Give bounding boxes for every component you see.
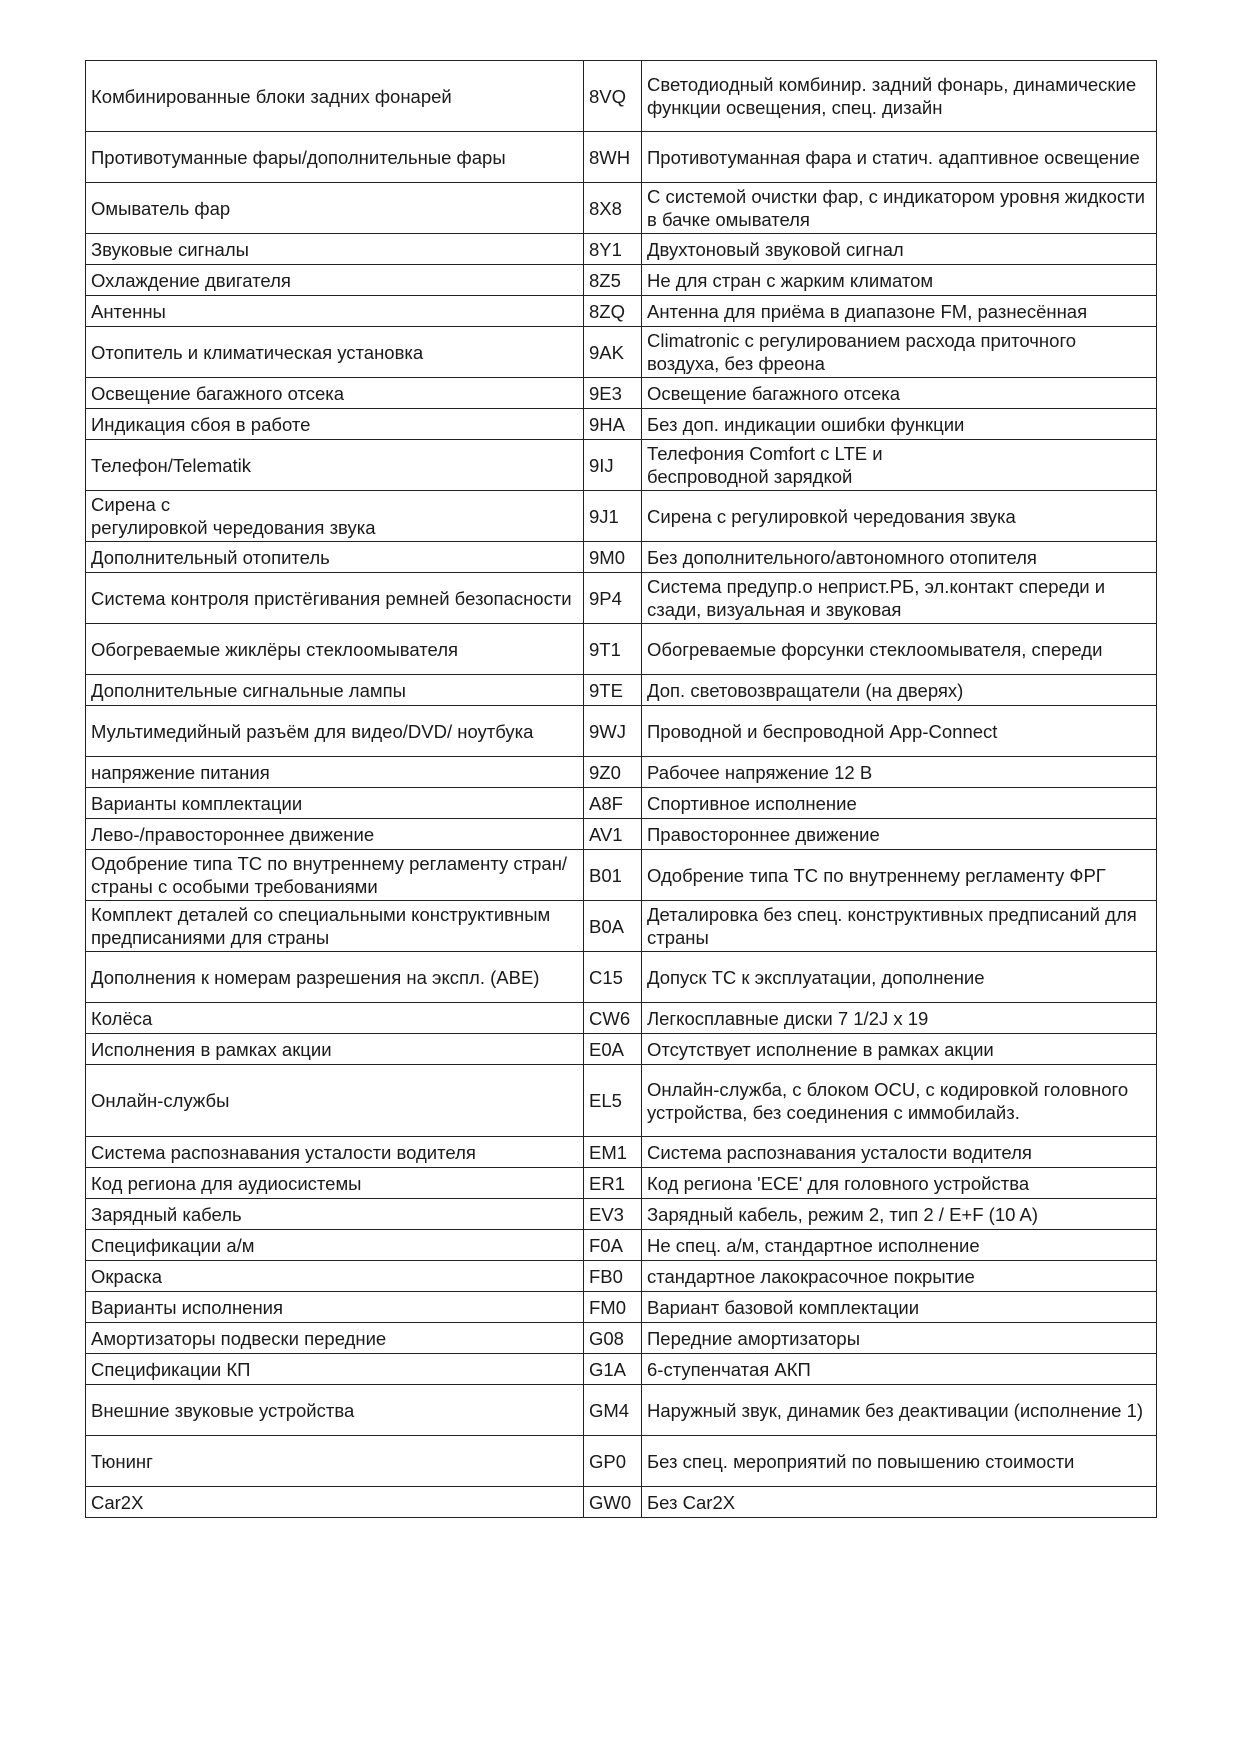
code-cell: FM0 — [584, 1292, 642, 1323]
table-row — [86, 1199, 1157, 1230]
category-cell: Спецификации а/м — [86, 1230, 584, 1261]
code-cell: EL5 — [584, 1065, 642, 1137]
description-cell: Отсутствует исполнение в рамках акции — [642, 1034, 1157, 1065]
category-cell: Противотуманные фары/дополнительные фары — [86, 132, 584, 183]
category-cell: Комплект деталей со специальными конструктивным предписаниями для страны — [86, 901, 584, 952]
code-cell: CW6 — [584, 1003, 642, 1034]
description-cell: Сирена с регулировкой чередования звука — [642, 491, 1157, 542]
description-cell: Допуск ТС к эксплуатации, дополнение — [642, 952, 1157, 1003]
table-row — [86, 183, 1157, 234]
description-cell: Рабочее напряжение 12 В — [642, 757, 1157, 788]
category-cell: Омыватель фар — [86, 183, 584, 234]
code-cell: GM4 — [584, 1385, 642, 1436]
code-cell: E0A — [584, 1034, 642, 1065]
table-row — [86, 265, 1157, 296]
code-cell: 8X8 — [584, 183, 642, 234]
description-cell: 6-ступенчатая АКП — [642, 1354, 1157, 1385]
code-cell: A8F — [584, 788, 642, 819]
category-cell: Внешние звуковые устройства — [86, 1385, 584, 1436]
category-cell: Тюнинг — [86, 1436, 584, 1487]
code-cell: AV1 — [584, 819, 642, 850]
code-cell: 9J1 — [584, 491, 642, 542]
category-cell: Система контроля пристёгивания ремней безопасности — [86, 573, 584, 624]
category-cell: Спецификации КП — [86, 1354, 584, 1385]
category-cell: Охлаждение двигателя — [86, 265, 584, 296]
code-cell: 9AK — [584, 327, 642, 378]
category-cell: Окраска — [86, 1261, 584, 1292]
table-row — [86, 1261, 1157, 1292]
code-cell: F0A — [584, 1230, 642, 1261]
description-cell: Спортивное исполнение — [642, 788, 1157, 819]
description-cell: Двухтоновый звуковой сигнал — [642, 234, 1157, 265]
code-cell: 9TE — [584, 675, 642, 706]
category-cell: Колёса — [86, 1003, 584, 1034]
description-cell: Передние амортизаторы — [642, 1323, 1157, 1354]
table-row — [86, 1003, 1157, 1034]
table-row — [86, 1168, 1157, 1199]
table-row — [86, 675, 1157, 706]
code-cell: 8ZQ — [584, 296, 642, 327]
category-cell: напряжение питания — [86, 757, 584, 788]
table-row — [86, 1065, 1157, 1137]
description-cell: Деталировка без спец. конструктивных предписаний для страны — [642, 901, 1157, 952]
description-cell: Телефония Comfort с LTE и беспроводной зарядкой — [642, 440, 1157, 491]
table-row — [86, 61, 1157, 132]
description-cell: Освещение багажного отсека — [642, 378, 1157, 409]
category-cell: Амортизаторы подвески передние — [86, 1323, 584, 1354]
table-row — [86, 234, 1157, 265]
code-cell: 8VQ — [584, 61, 642, 132]
table-row — [86, 440, 1157, 491]
code-cell: 8WH — [584, 132, 642, 183]
description-cell: Правостороннее движение — [642, 819, 1157, 850]
category-cell: Дополнения к номерам разрешения на экспл. (ABE) — [86, 952, 584, 1003]
description-cell: Обогреваемые форсунки стеклоомывателя, спереди — [642, 624, 1157, 675]
options-table — [85, 60, 1157, 1518]
table-row — [86, 1292, 1157, 1323]
category-cell: Антенны — [86, 296, 584, 327]
table-row — [86, 1385, 1157, 1436]
table-row — [86, 901, 1157, 952]
code-cell: B0A — [584, 901, 642, 952]
description-cell: Climatronic с регулированием расхода приточного воздуха, без фреона — [642, 327, 1157, 378]
code-cell: GP0 — [584, 1436, 642, 1487]
code-cell: ER1 — [584, 1168, 642, 1199]
code-cell: B01 — [584, 850, 642, 901]
code-cell: GW0 — [584, 1487, 642, 1518]
table-row — [86, 132, 1157, 183]
category-cell: Система распознавания усталости водителя — [86, 1137, 584, 1168]
table-row — [86, 1323, 1157, 1354]
table-row — [86, 706, 1157, 757]
category-cell: Обогреваемые жиклёры стеклоомывателя — [86, 624, 584, 675]
description-cell: Зарядный кабель, режим 2, тип 2 / E+F (10 A) — [642, 1199, 1157, 1230]
code-cell: EV3 — [584, 1199, 642, 1230]
code-cell: 8Z5 — [584, 265, 642, 296]
category-cell: Онлайн-службы — [86, 1065, 584, 1137]
description-cell: Легкосплавные диски 7 1/2J x 19 — [642, 1003, 1157, 1034]
category-cell: Car2X — [86, 1487, 584, 1518]
category-cell: Телефон/Telematik — [86, 440, 584, 491]
description-cell: С системой очистки фар, с индикатором уровня жидкости в бачке омывателя — [642, 183, 1157, 234]
code-cell: 9M0 — [584, 542, 642, 573]
description-cell: Вариант базовой комплектации — [642, 1292, 1157, 1323]
table-row — [86, 1034, 1157, 1065]
description-cell: Антенна для приёма в диапазоне FM, разнесённая — [642, 296, 1157, 327]
category-cell: Отопитель и климатическая установка — [86, 327, 584, 378]
table-row — [86, 1354, 1157, 1385]
category-cell: Зарядный кабель — [86, 1199, 584, 1230]
table-row — [86, 1137, 1157, 1168]
code-cell: 9T1 — [584, 624, 642, 675]
category-cell: Варианты исполнения — [86, 1292, 584, 1323]
description-cell: Без Car2X — [642, 1487, 1157, 1518]
description-cell: Без спец. мероприятий по повышению стоимости — [642, 1436, 1157, 1487]
category-cell: Варианты комплектации — [86, 788, 584, 819]
category-cell: Комбинированные блоки задних фонарей — [86, 61, 584, 132]
description-cell: Без дополнительного/автономного отопителя — [642, 542, 1157, 573]
description-cell: Без доп. индикации ошибки функции — [642, 409, 1157, 440]
category-cell: Звуковые сигналы — [86, 234, 584, 265]
table-row — [86, 409, 1157, 440]
description-cell: Не для стран с жарким климатом — [642, 265, 1157, 296]
table-row — [86, 378, 1157, 409]
code-cell: 9E3 — [584, 378, 642, 409]
table-row — [86, 819, 1157, 850]
description-cell: Доп. световозвращатели (на дверях) — [642, 675, 1157, 706]
table-row — [86, 573, 1157, 624]
table-row — [86, 1487, 1157, 1518]
description-cell: Система предупр.о неприст.РБ, эл.контакт спереди и сзади, визуальная и звуковая — [642, 573, 1157, 624]
code-cell: 9Z0 — [584, 757, 642, 788]
category-cell: Освещение багажного отсека — [86, 378, 584, 409]
code-cell: FB0 — [584, 1261, 642, 1292]
category-cell: Код региона для аудиосистемы — [86, 1168, 584, 1199]
code-cell: 9HA — [584, 409, 642, 440]
code-cell: EM1 — [584, 1137, 642, 1168]
table-row — [86, 327, 1157, 378]
category-cell: Индикация сбоя в работе — [86, 409, 584, 440]
table-row — [86, 1436, 1157, 1487]
code-cell: 9P4 — [584, 573, 642, 624]
code-cell: 8Y1 — [584, 234, 642, 265]
table-row — [86, 952, 1157, 1003]
table-row — [86, 850, 1157, 901]
category-cell: Дополнительный отопитель — [86, 542, 584, 573]
category-cell: Мультимедийный разъём для видео/DVD/ ноутбука — [86, 706, 584, 757]
description-cell: стандартное лакокрасочное покрытие — [642, 1261, 1157, 1292]
code-cell: C15 — [584, 952, 642, 1003]
category-cell: Лево-/правостороннее движение — [86, 819, 584, 850]
table-row — [86, 757, 1157, 788]
description-cell: Противотуманная фара и статич. адаптивное освещение — [642, 132, 1157, 183]
code-cell: G1A — [584, 1354, 642, 1385]
description-cell: Система распознавания усталости водителя — [642, 1137, 1157, 1168]
table-row — [86, 296, 1157, 327]
description-cell: Онлайн-служба, с блоком OCU, с кодировкой головного устройства, без соединения с иммобилайз. — [642, 1065, 1157, 1137]
options-sheet — [85, 60, 1156, 1518]
code-cell: 9WJ — [584, 706, 642, 757]
description-cell: Светодиодный комбинир. задний фонарь, динамические функции освещения, спец. дизайн — [642, 61, 1157, 132]
description-cell: Наружный звук, динамик без деактивации (исполнение 1) — [642, 1385, 1157, 1436]
category-cell: Исполнения в рамках акции — [86, 1034, 584, 1065]
code-cell: G08 — [584, 1323, 642, 1354]
table-row — [86, 788, 1157, 819]
category-cell: Дополнительные сигнальные лампы — [86, 675, 584, 706]
description-cell: Не спец. а/м, стандартное исполнение — [642, 1230, 1157, 1261]
table-row — [86, 624, 1157, 675]
options-table-body — [86, 61, 1157, 1518]
description-cell: Одобрение типа ТС по внутреннему регламенту ФРГ — [642, 850, 1157, 901]
description-cell: Код региона 'ECE' для головного устройства — [642, 1168, 1157, 1199]
category-cell: Одобрение типа ТС по внутреннему регламенту стран/страны с особыми требованиями — [86, 850, 584, 901]
description-cell: Проводной и беспроводной App-Connect — [642, 706, 1157, 757]
category-cell: Сирена с регулировкой чередования звука — [86, 491, 584, 542]
table-row — [86, 1230, 1157, 1261]
code-cell: 9IJ — [584, 440, 642, 491]
table-row — [86, 491, 1157, 542]
table-row — [86, 542, 1157, 573]
